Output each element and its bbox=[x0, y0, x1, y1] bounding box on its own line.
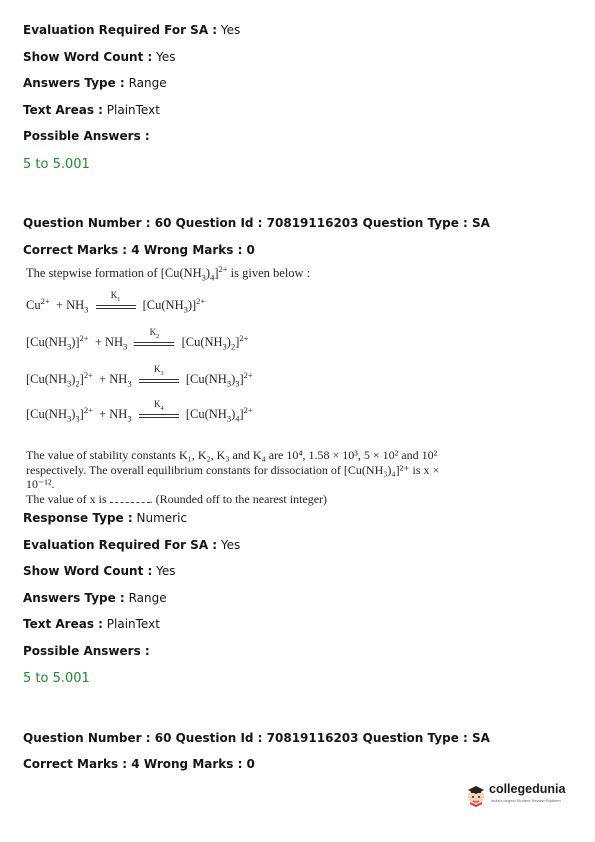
question-header: Question Number : 60 Question Id : 70819116203 Question Type : SA bbox=[23, 216, 490, 230]
word-count-row-2: Show Word Count : Yes bbox=[23, 564, 176, 578]
paragraph-line-1: The value of stability constants K₁, K₂, K₃ and K₄ are 10⁴, 1.58 × 10³, 5 × 10² and 10² bbox=[26, 448, 438, 462]
equation-step-4: $[Cu(NH_3)_3]^{2+} + NH_3$ $K_4$ $[Cu(NH_3)_4]^{2+}$ bbox=[26, 399, 253, 424]
question-paragraph bbox=[26, 448, 466, 506]
answers-type-row-2: Answers Type : Range bbox=[23, 591, 167, 605]
question-marks: Correct Marks : 4 Wrong Marks : 0 bbox=[23, 243, 255, 257]
logo-wordmark: collegedunia bbox=[489, 782, 566, 796]
possible-answers-value-2: 5 to 5.001 bbox=[23, 671, 90, 686]
word-count-row: Show Word Count : Yes bbox=[23, 50, 176, 64]
question-intro: The stepwise formation of $[Cu(NH_3)_4]^{2+}$ is given below : bbox=[26, 263, 311, 283]
eval-required-row: Evaluation Required For SA : Yes bbox=[23, 23, 241, 37]
equilibrium-arrow: $K_2$ bbox=[134, 337, 174, 349]
possible-answers-label-2: Possible Answers : bbox=[23, 644, 150, 658]
logo-tagline: India's largest Student Review Platform bbox=[491, 798, 561, 803]
answer-blank bbox=[110, 494, 150, 503]
response-type-row: Response Type : Numeric bbox=[23, 511, 188, 525]
possible-answers-value: 5 to 5.001 bbox=[23, 157, 90, 172]
equilibrium-arrow: $K_3$ bbox=[139, 374, 179, 386]
text-areas-row: Text Areas : PlainText bbox=[23, 103, 160, 117]
equation-step-3: $[Cu(NH_3)_2]^{2+} + NH_3$ $K_3$ $[Cu(NH_3)_3]^{2+}$ bbox=[26, 364, 253, 389]
collegedunia-logo bbox=[465, 779, 575, 809]
answers-type-row: Answers Type : Range bbox=[23, 76, 167, 90]
equation-step-1: $Cu^{2+} + NH_3$ $K_1$ $[Cu(NH_3)]^{2+}$ bbox=[26, 290, 206, 315]
eval-required-row-2: Evaluation Required For SA : Yes bbox=[23, 538, 241, 552]
equilibrium-arrow: $K_1$ bbox=[96, 300, 136, 312]
paragraph-line-3: The value of x is . (Rounded off to the nearest integer) bbox=[26, 491, 328, 506]
next-question-marks: Correct Marks : 4 Wrong Marks : 0 bbox=[23, 757, 255, 771]
paragraph-line-2: respectively. The overall equilibrium constants for dissociation of [Cu(NH₃)₄]²⁺ is x × 10⁻¹². bbox=[26, 462, 440, 491]
equation-step-2: $[Cu(NH_3)]^{2+} + NH_3$ $K_2$ $[Cu(NH_3)_2]^{2+}$ bbox=[26, 327, 249, 352]
text-areas-row-2: Text Areas : PlainText bbox=[23, 617, 160, 631]
next-question-header: Question Number : 60 Question Id : 70819116203 Question Type : SA bbox=[23, 731, 490, 745]
possible-answers-label: Possible Answers : bbox=[23, 129, 150, 143]
equilibrium-arrow: $K_4$ bbox=[139, 409, 179, 421]
graduate-cap-icon bbox=[465, 781, 487, 807]
